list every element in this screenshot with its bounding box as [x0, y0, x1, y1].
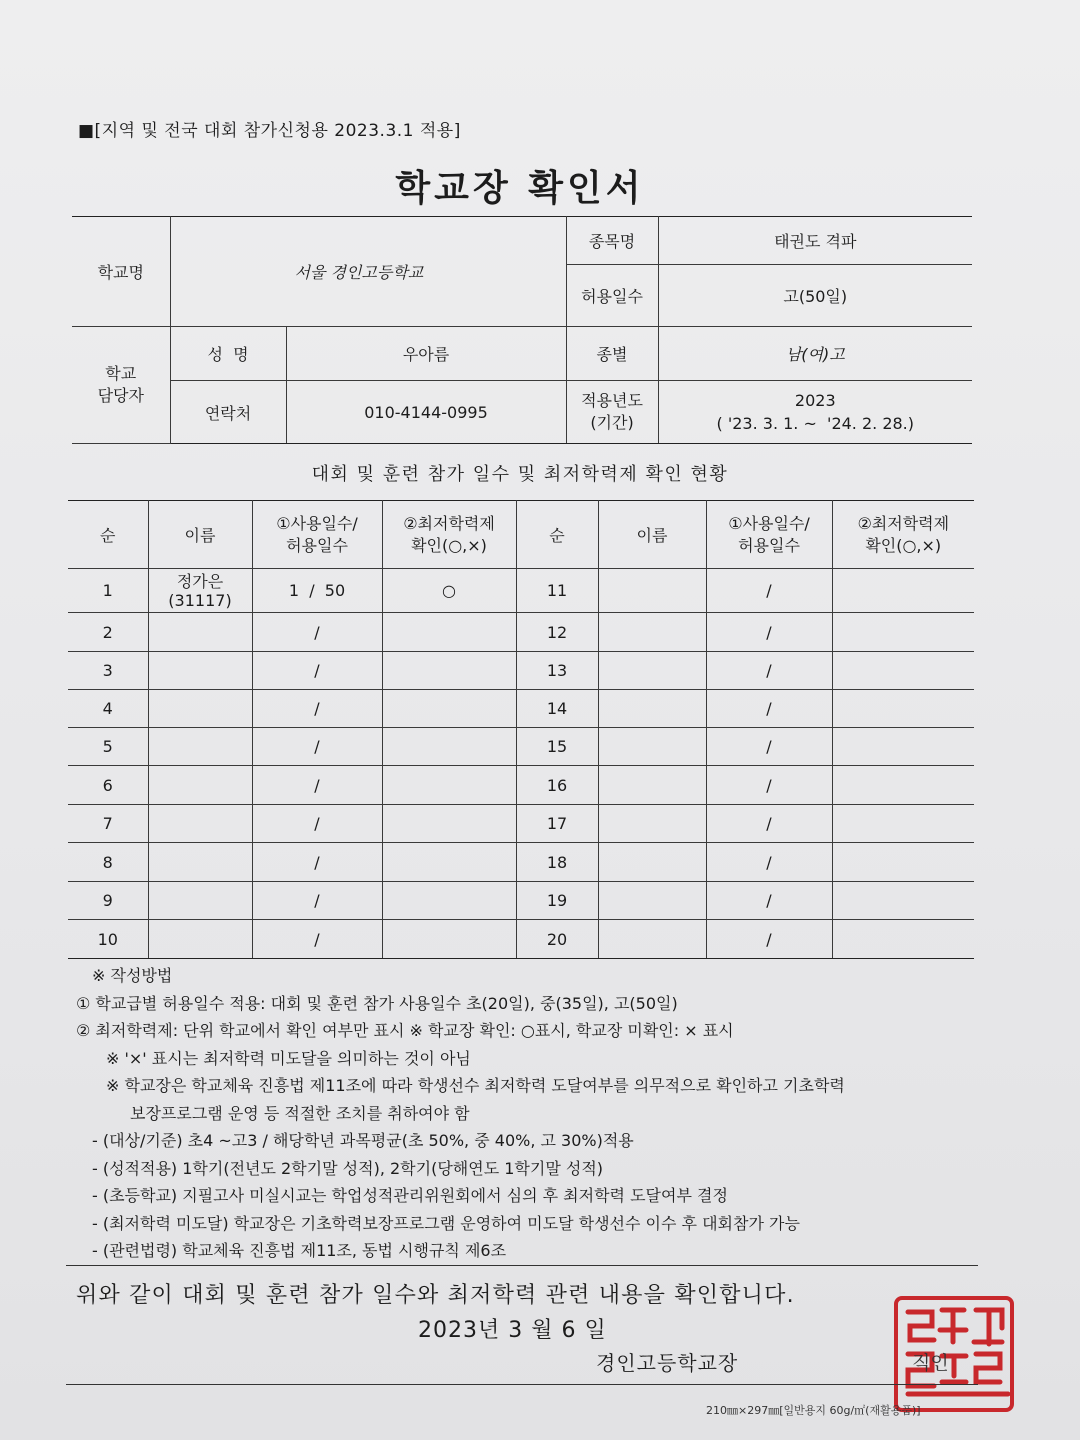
min-academic-check — [832, 882, 974, 920]
row-number: 4 — [68, 690, 148, 728]
days-used: / — [706, 728, 832, 766]
period-value: ( '23. 3. 1. ~ '24. 2. 28.) — [716, 414, 915, 433]
sport-value: 태권도 격파 — [658, 217, 972, 265]
row-number: 18 — [516, 843, 598, 882]
header-name-left: 이름 — [148, 501, 252, 569]
header-name-right: 이름 — [598, 501, 706, 569]
instructions — [76, 962, 996, 1265]
days-used: / — [706, 843, 832, 882]
min-academic-check — [832, 652, 974, 690]
row-number: 8 — [68, 843, 148, 882]
table-row — [68, 920, 974, 959]
student-name — [598, 920, 706, 959]
min-academic-check — [382, 843, 516, 882]
row-number: 5 — [68, 728, 148, 766]
min-academic-check — [832, 805, 974, 843]
min-academic-check — [832, 728, 974, 766]
min-academic-check — [382, 690, 516, 728]
student-name — [598, 728, 706, 766]
header-no-left: 순 — [68, 501, 148, 569]
contact-label: 연락처 — [170, 381, 286, 444]
principal-signature-line: 경인고등학교장 — [596, 1351, 739, 1375]
min-academic-check — [382, 766, 516, 805]
days-used: / — [252, 843, 382, 882]
min-academic-check — [832, 843, 974, 882]
min-academic-check — [382, 613, 516, 652]
days-used: / — [252, 690, 382, 728]
days-used: / — [706, 766, 832, 805]
min-academic-check — [382, 920, 516, 959]
form-header-note: ■[지역 및 전국 대회 참가신청용 2023.3.1 적용] — [78, 121, 461, 141]
header-days-right: ①사용일수/ 허용일수 — [706, 501, 832, 569]
days-used: / — [706, 569, 832, 613]
student-name — [598, 843, 706, 882]
allowed-days-value: 고(50일) — [658, 265, 972, 327]
min-academic-check — [832, 766, 974, 805]
row-number: 16 — [516, 766, 598, 805]
table-row — [68, 690, 974, 728]
header-check-right: ②최저학력제 확인(○,×) — [832, 501, 974, 569]
student-name: 정가은 (31117) — [148, 569, 252, 613]
days-used: / — [252, 728, 382, 766]
table-row — [68, 805, 974, 843]
table-row — [68, 766, 974, 805]
min-academic-check — [382, 805, 516, 843]
manager-name-value: 우아름 — [286, 327, 566, 381]
table-row — [68, 652, 974, 690]
table-row — [68, 569, 974, 613]
min-academic-check — [382, 652, 516, 690]
divider-bottom — [66, 1384, 978, 1385]
student-name — [148, 613, 252, 652]
student-name — [148, 728, 252, 766]
days-used: / — [252, 882, 382, 920]
manager-name-label: 성 명 — [170, 327, 286, 381]
paper-spec-footer: 210㎜×297㎜[일반용지 60g/㎡(재활용품)] — [706, 1404, 921, 1417]
category-label: 종별 — [566, 327, 658, 381]
student-name — [598, 569, 706, 613]
student-name — [148, 882, 252, 920]
row-number: 9 — [68, 882, 148, 920]
instruction-subnote-2a: ※ 학교장은 학교체육 진흥법 제11조에 따라 학생선수 최저학력 도달여부를 의무적으로 확인하고 기초학력 — [106, 1076, 845, 1095]
year-label: 적용년도 (기간) — [566, 381, 658, 444]
student-name — [598, 805, 706, 843]
row-number: 15 — [516, 728, 598, 766]
row-number: 10 — [68, 920, 148, 959]
days-used: / — [252, 766, 382, 805]
instruction-subnote-2b: 보장프로그램 운영 등 적절한 조치를 취하여야 함 — [130, 1103, 470, 1123]
school-name-value: 서울 경인고등학교 — [170, 217, 566, 327]
row-number: 6 — [68, 766, 148, 805]
min-academic-check — [832, 569, 974, 613]
student-name — [598, 690, 706, 728]
row-number: 13 — [516, 652, 598, 690]
row-number: 3 — [68, 652, 148, 690]
table-row — [68, 882, 974, 920]
instruction-dash-4: - (최저학력 미도달) 학교장은 기초학력보장프로그램 운영하여 미도달 학생선수 이수 후 대회참가 가능 — [92, 1213, 800, 1233]
min-academic-check — [382, 728, 516, 766]
days-used: / — [706, 652, 832, 690]
instruction-dash-5: - (관련법령) 학교체육 진흥법 제11조, 동법 시행규칙 제6조 — [92, 1241, 507, 1260]
row-number: 20 — [516, 920, 598, 959]
instruction-item-2: ② 최저학력제: 단위 학교에서 확인 여부만 표시 ※ 학교장 확인: ○표시, 학교장 미확인: × 표시 — [76, 1021, 734, 1040]
days-used: / — [252, 805, 382, 843]
page-title: 학교장 확인서 — [395, 168, 645, 209]
student-name — [598, 766, 706, 805]
min-academic-check — [832, 690, 974, 728]
student-name — [598, 882, 706, 920]
min-academic-check — [832, 613, 974, 652]
divider-top — [66, 1265, 978, 1266]
issue-date: 2023년 3 월 6 일 — [418, 1318, 607, 1343]
instruction-subnote-1: ※ '×' 표시는 최저학력 미도달을 의미하는 것이 아님 — [106, 1048, 471, 1068]
sport-label: 종목명 — [566, 217, 658, 265]
school-name-label: 학교명 — [72, 217, 170, 327]
row-number: 1 — [68, 569, 148, 613]
instruction-dash-2: - (성적적용) 1학기(전년도 2학기말 성적), 2학기(당해연도 1학기말 성적) — [92, 1158, 604, 1178]
row-number: 14 — [516, 690, 598, 728]
days-used: / — [706, 613, 832, 652]
row-number: 17 — [516, 805, 598, 843]
category-value: 남(여)고 — [658, 327, 972, 381]
header-no-right: 순 — [516, 501, 598, 569]
row-number: 11 — [516, 569, 598, 613]
days-used: / — [706, 805, 832, 843]
row-number: 2 — [68, 613, 148, 652]
seal-mark-text: 직인 — [912, 1352, 949, 1374]
student-name — [148, 652, 252, 690]
participation-grid — [68, 500, 974, 959]
days-used: / — [252, 613, 382, 652]
confirmation-statement: 위와 같이 대회 및 훈련 참가 일수와 최저학력 관련 내용을 확인합니다. — [76, 1283, 795, 1308]
min-academic-check: ○ — [382, 569, 516, 613]
instructions-heading: ※ 작성방법 — [92, 966, 173, 985]
min-academic-check — [832, 920, 974, 959]
days-used: / — [706, 920, 832, 959]
allowed-days-label: 허용일수 — [566, 265, 658, 327]
instruction-item-1: ① 학교급별 허용일수 적용: 대회 및 훈련 참가 사용일수 초(20일), 중(35일), 고(50일) — [76, 993, 678, 1013]
student-name — [148, 843, 252, 882]
header-check-left: ②최저학력제 확인(○,×) — [382, 501, 516, 569]
header-days-left: ①사용일수/ 허용일수 — [252, 501, 382, 569]
student-name — [148, 766, 252, 805]
student-name — [148, 805, 252, 843]
days-used: / — [252, 920, 382, 959]
days-used: 1 / 50 — [252, 569, 382, 613]
student-name — [148, 920, 252, 959]
student-name — [598, 652, 706, 690]
contact-value: 010-4144-0995 — [286, 381, 566, 444]
days-used: / — [706, 690, 832, 728]
table-row — [68, 613, 974, 652]
days-used: / — [252, 652, 382, 690]
info-table — [72, 216, 972, 444]
official-seal-icon — [890, 1290, 1018, 1418]
row-number: 7 — [68, 805, 148, 843]
row-number: 19 — [516, 882, 598, 920]
days-used: / — [706, 882, 832, 920]
instruction-dash-3: - (초등학교) 지필고사 미실시교는 학업성적관리위원회에서 심의 후 최저학력 도달여부 결정 — [92, 1186, 728, 1205]
student-name — [148, 690, 252, 728]
year-cell — [658, 381, 972, 444]
table-row — [68, 728, 974, 766]
student-name — [598, 613, 706, 652]
min-academic-check — [382, 882, 516, 920]
manager-label: 학교 담당자 — [72, 327, 170, 444]
instruction-dash-1: - (대상/기준) 초4 ~고3 / 해당학년 과목평균(초 50%, 중 40%, 고 30%)적용 — [92, 1131, 634, 1150]
row-number: 12 — [516, 613, 598, 652]
table-row — [68, 843, 974, 882]
section-title: 대회 및 훈련 참가 일수 및 최저학력제 확인 현황 — [311, 464, 729, 485]
year-value: 2023 — [794, 391, 836, 410]
